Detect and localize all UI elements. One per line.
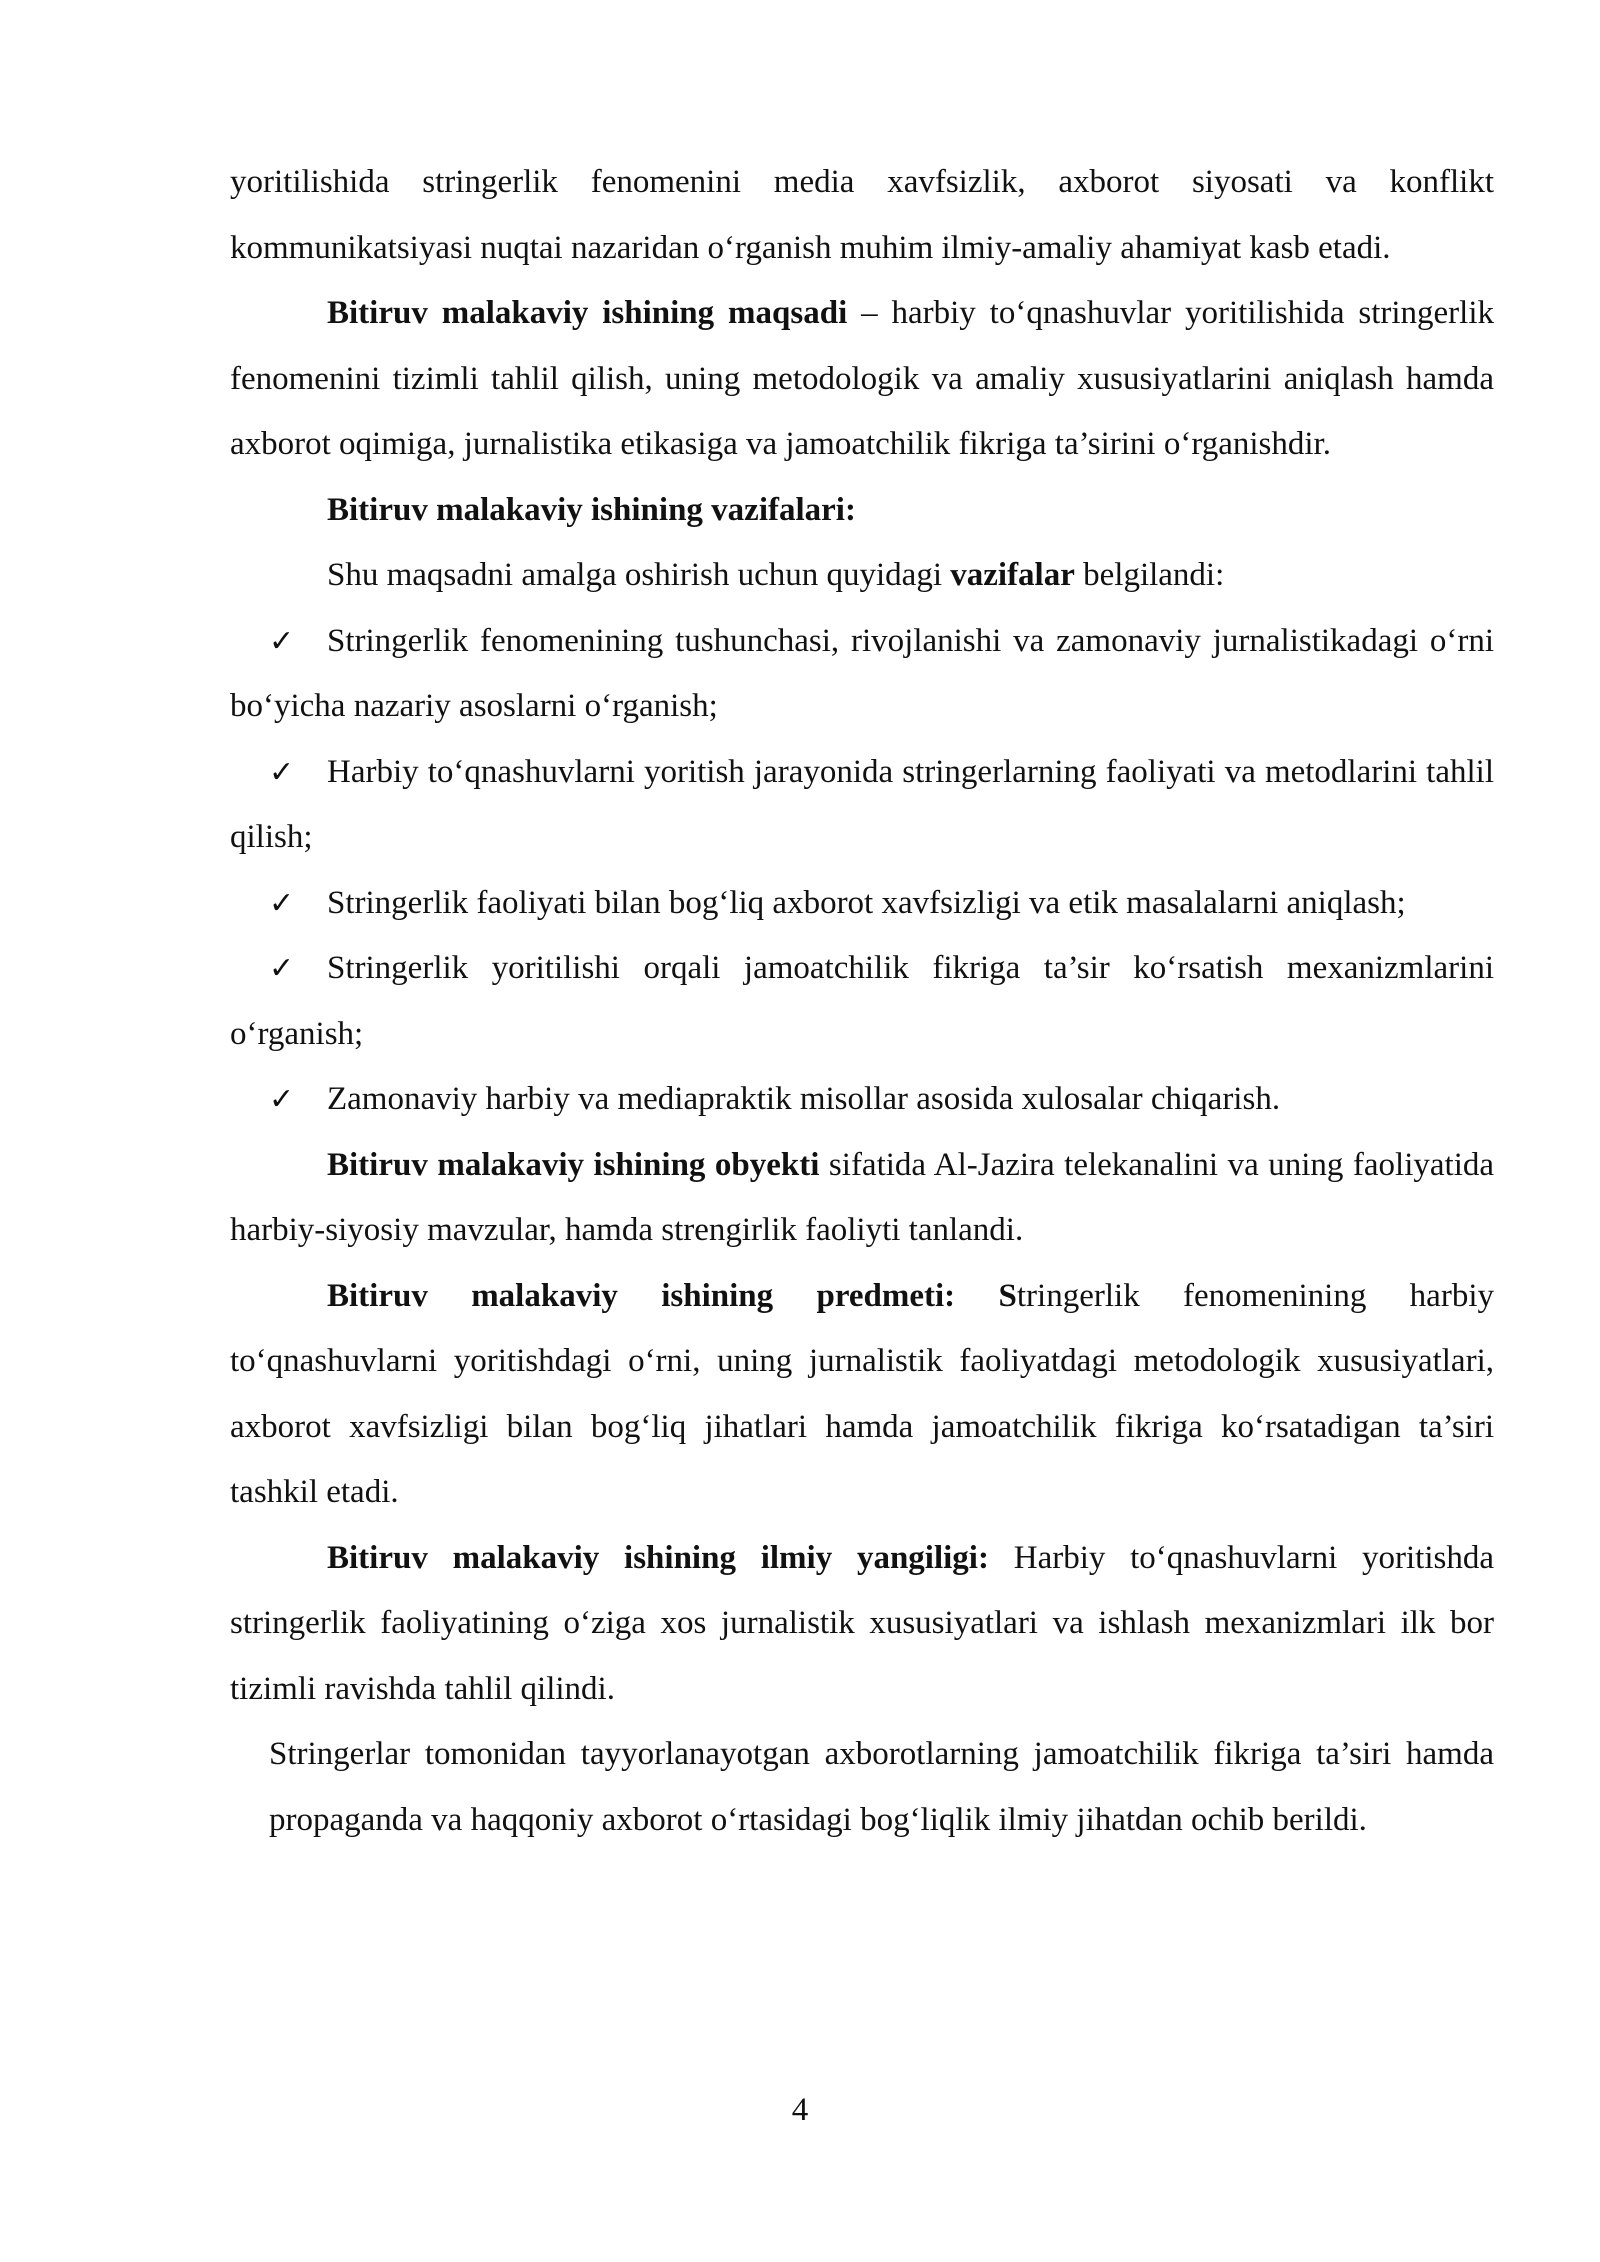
task-text: Stringerlik faoliyati bilan bog‘liq axborot xavfsizligi va etik masalalarni aniqlash;: [327, 884, 1406, 921]
page-body: [230, 150, 1494, 1853]
task-text: Stringerlik fenomenining tushunchasi, rivojlanishi va zamonaviy jurnalistikadagi o‘rni bo‘yicha nazariy asoslarni o‘rganish;: [230, 622, 1494, 724]
object-heading: Bitiruv malakaviy ishining obyekti: [327, 1146, 820, 1183]
task-text: Zamonaviy harbiy va mediapraktik misollar asosida xulosalar chiqarish.: [327, 1081, 1281, 1117]
checkmark-icon: ✓: [269, 885, 295, 921]
tasks-intro: Shu maqsadni amalga oshirish uchun quyidagi vazifalar belgilandi:: [327, 557, 1225, 593]
subject-heading: Bitiruv malakaviy ishining predmeti: S: [327, 1277, 1017, 1314]
task-item: [230, 871, 1494, 937]
task-text: Harbiy to‘qnashuvlarni yoritish jarayonida stringerlarning faoliyati va metodlarini tahlil qilish;: [230, 753, 1494, 855]
checkmark-icon: ✓: [269, 1082, 295, 1117]
paragraph-object: [230, 1133, 1494, 1264]
paragraph-goal: [230, 281, 1494, 478]
task-item: [230, 609, 1494, 740]
novelty-heading: Bitiruv malakaviy ishining ilmiy yangiligi:: [327, 1539, 989, 1576]
checkmark-icon: ✓: [269, 623, 295, 659]
task-item: [230, 936, 1494, 1067]
checkmark-icon: ✓: [269, 754, 295, 790]
paragraph-intro-continuation: yoritilishida stringerlik fenomenini media xavfsizlik, axborot siyosati va konflikt kommunikatsiyasi nuqtai nazaridan o‘rganish muhim ilmiy-amaliy ahamiyat kasb etadi.: [230, 164, 1494, 266]
paragraph-novelty: [230, 1526, 1494, 1723]
page-number: 4: [791, 2092, 809, 2128]
task-text: Stringerlik yoritilishi orqali jamoatchilik fikriga ta’sir ko‘rsatish mexanizmlarini o‘rganish;: [230, 950, 1494, 1052]
goal-text: – harbiy to‘qnashuvlar yoritilishida stringerlik fenomenini tizimli tahlil qilish, uning metodologik va amaliy xususiyatlarini aniqlash hamda axborot oqimiga, jurnalistika etikasiga va jamoatchilik fikriga ta’sirini o‘rganishdir.: [230, 295, 1494, 462]
task-item: [230, 1067, 1494, 1133]
object-text: sifatida Al-Jazira telekanalini va uning faoliyatida harbiy-siyosiy mavzular, hamda strengirlik faoliyti tanlandi.: [230, 1146, 1495, 1248]
novelty-text: Harbiy to‘qnashuvlarni yoritishda stringerlik faoliyatining o‘ziga xos jurnalistik xususiyatlari va ishlash mexanizmlari ilk bor tizimli ravishda tahlil qilindi.: [230, 1539, 1495, 1707]
tasks-intro-bold: vazifalar: [950, 557, 1075, 593]
subject-text: tringerlik fenomenining harbiy to‘qnashuvlarni yoritishdagi o‘rni, uning jurnalistik faoliyatdagi metodologik xususiyatlari, axborot xavfsizligi bilan bog‘liq jihatlari hamda jamoatchilik fikriga ko‘rsatadigan ta’siri tashkil etadi.: [230, 1277, 1494, 1510]
task-item: [230, 740, 1494, 871]
goal-heading: Bitiruv malakaviy ishining maqsadi: [327, 295, 848, 331]
tasks-heading: Bitiruv malakaviy ishining vazifalari:: [327, 491, 856, 528]
paragraph-subject: [230, 1264, 1494, 1526]
checkmark-icon: ✓: [269, 951, 295, 986]
paragraph-novelty-continued: Stringerlar tomonidan tayyorlanayotgan axborotlarning jamoatchilik fikriga ta’siri hamda propaganda va haqqoniy axborot o‘rtasidagi bog‘liqlik ilmiy jihatdan ochib berildi.: [269, 1736, 1494, 1838]
